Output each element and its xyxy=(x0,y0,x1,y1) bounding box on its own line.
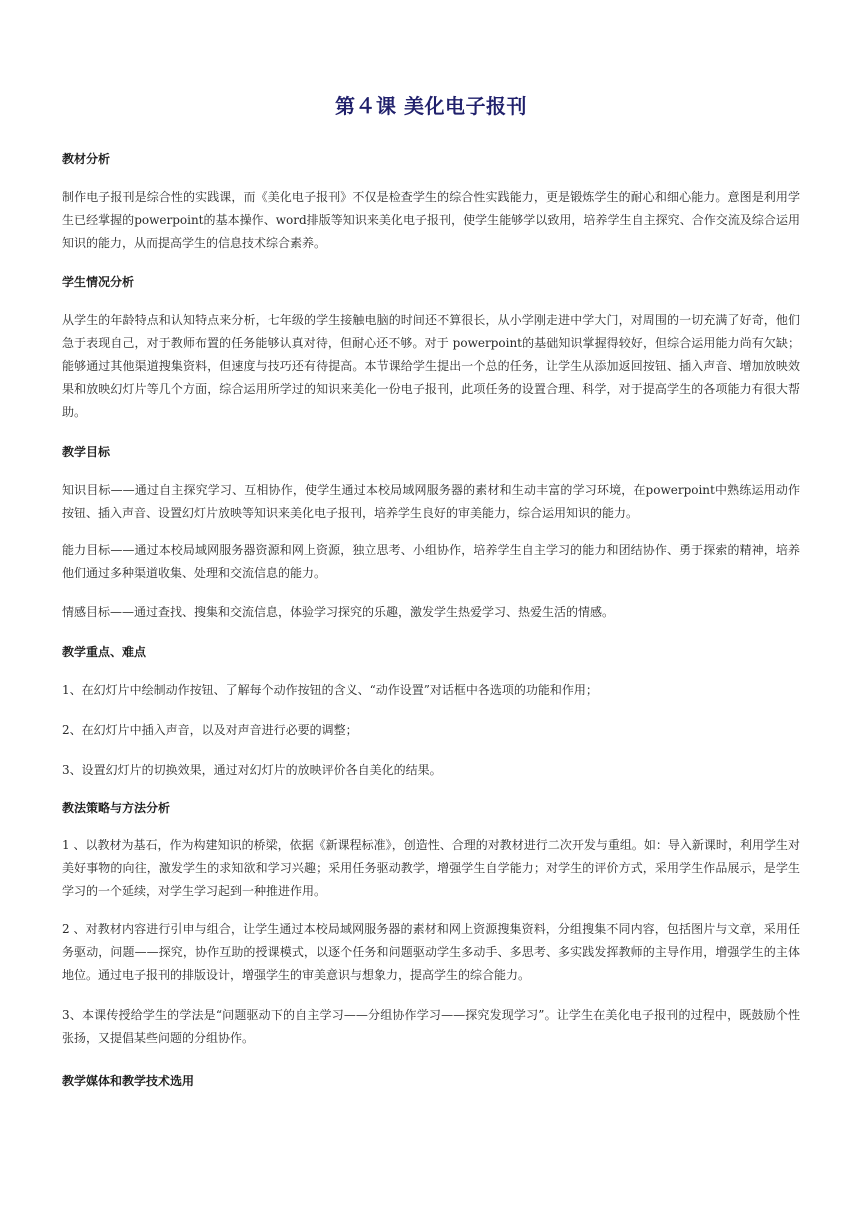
paragraph-key-point-2: 2、在幻灯片中插入声音，以及对声音进行必要的调整； xyxy=(62,723,358,737)
paragraph-strategy-2: 2 、对教材内容进行引申与组合，让学生通过本校局域网服务器的素材和网上资源搜集资料，分组搜集不同内容，包括图片与文章，采用任务驱动，问题——探究，协作互助的授课模式，以逐个任务和问题驱动学生多动手、多思考、多实践发挥教师的主导作用，增强学生的主体地位。通过电子报刊的排版设计，增强学生的审美意识与想象力，提高学生的综合能力。 xyxy=(62,922,800,982)
document-title: 第４课 美化电子报刊 xyxy=(335,94,527,118)
paragraph-material-analysis: 制作电子报刊是综合性的实践课，而《美化电子报刊》不仅是检查学生的综合性实践能力，更是锻炼学生的耐心和细心能力。意图是利用学生已经掌握的powerpoint的基本操作、word排版等知识来美化电子报刊，使学生能够学以致用，培养学生自主探究、合作交流及综合运用知识的能力，从而提高学生的信息技术综合素养。 xyxy=(62,190,800,250)
paragraph-strategy-3: 3、本课传授给学生的学法是“问题驱动下的自主学习——分组协作学习——探究发现学习”。让学生在美化电子报刊的过程中，既鼓励个性张扬，又提倡某些问题的分组协作。 xyxy=(62,1008,800,1045)
paragraph-emotion-goal: 情感目标——通过查找、搜集和交流信息，体验学习探究的乐趣，激发学生热爱学习、热爱生活的情感。 xyxy=(62,605,615,619)
section-heading-teaching-goals: 教学目标 xyxy=(62,445,111,459)
paragraph-student-analysis: 从学生的年龄特点和认知特点来分析，七年级的学生接触电脑的时间还不算很长，从小学刚走进中学大门，对周围的一切充满了好奇，他们急于表现自己，对于教师布置的任务能够认真对待，但耐心还不够。对于 powerpoint的基础知识掌握得较好，但综合运用能力尚有欠缺；能够通过其他渠道搜集资料，但速度与技巧还有待提高。本节课给学生提出一个总的任务，让学生从添加返回按钮、插入声音、增加放映效果和放映幻灯片等几个方面，综合运用所学过的知识来美化一份电子报刊，此项任务的设置合理、科学，对于提高学生的各项能力有很大帮助。 xyxy=(62,313,800,419)
section-heading-student-analysis: 学生情况分析 xyxy=(62,275,135,289)
section-heading-material-analysis: 教材分析 xyxy=(62,152,111,166)
paragraph-strategy-1: 1 、以教材为基石，作为构建知识的桥梁，依据《新课程标准》，创造性、合理的对教材进行二次开发与重组。如：导入新课时，利用学生对美好事物的向往，激发学生的求知欲和学习兴趣；采用任务驱动教学，增强学生自学能力；对学生的评价方式，采用学生作品展示，是学生学习的一个延续，对学生学习起到一种推进作用。 xyxy=(62,838,800,898)
section-heading-key-points: 教学重点、难点 xyxy=(62,645,147,659)
section-heading-media: 教学媒体和教学技术选用 xyxy=(62,1074,195,1088)
paragraph-knowledge-goal: 知识目标——通过自主探究学习、互相协作，使学生通过本校局域网服务器的素材和生动丰富的学习环境，在powerpoint中熟练运用动作按钮、插入声音、设置幻灯片放映等知识来美化电子报刊，培养学生良好的审美能力，综合运用知识的能力。 xyxy=(62,483,800,520)
section-heading-strategy: 教法策略与方法分析 xyxy=(62,801,171,815)
paragraph-ability-goal: 能力目标——通过本校局域网服务器资源和网上资源，独立思考、小组协作，培养学生自主学习的能力和团结协作、勇于探索的精神，培养他们通过多种渠道收集、处理和交流信息的能力。 xyxy=(62,543,800,580)
paragraph-key-point-3: 3、设置幻灯片的切换效果，通过对幻灯片的放映评价各自美化的结果。 xyxy=(62,763,442,777)
paragraph-key-point-1: 1、在幻灯片中绘制动作按钮、了解每个动作按钮的含义、“动作设置”对话框中各选项的功能和作用； xyxy=(62,683,598,697)
